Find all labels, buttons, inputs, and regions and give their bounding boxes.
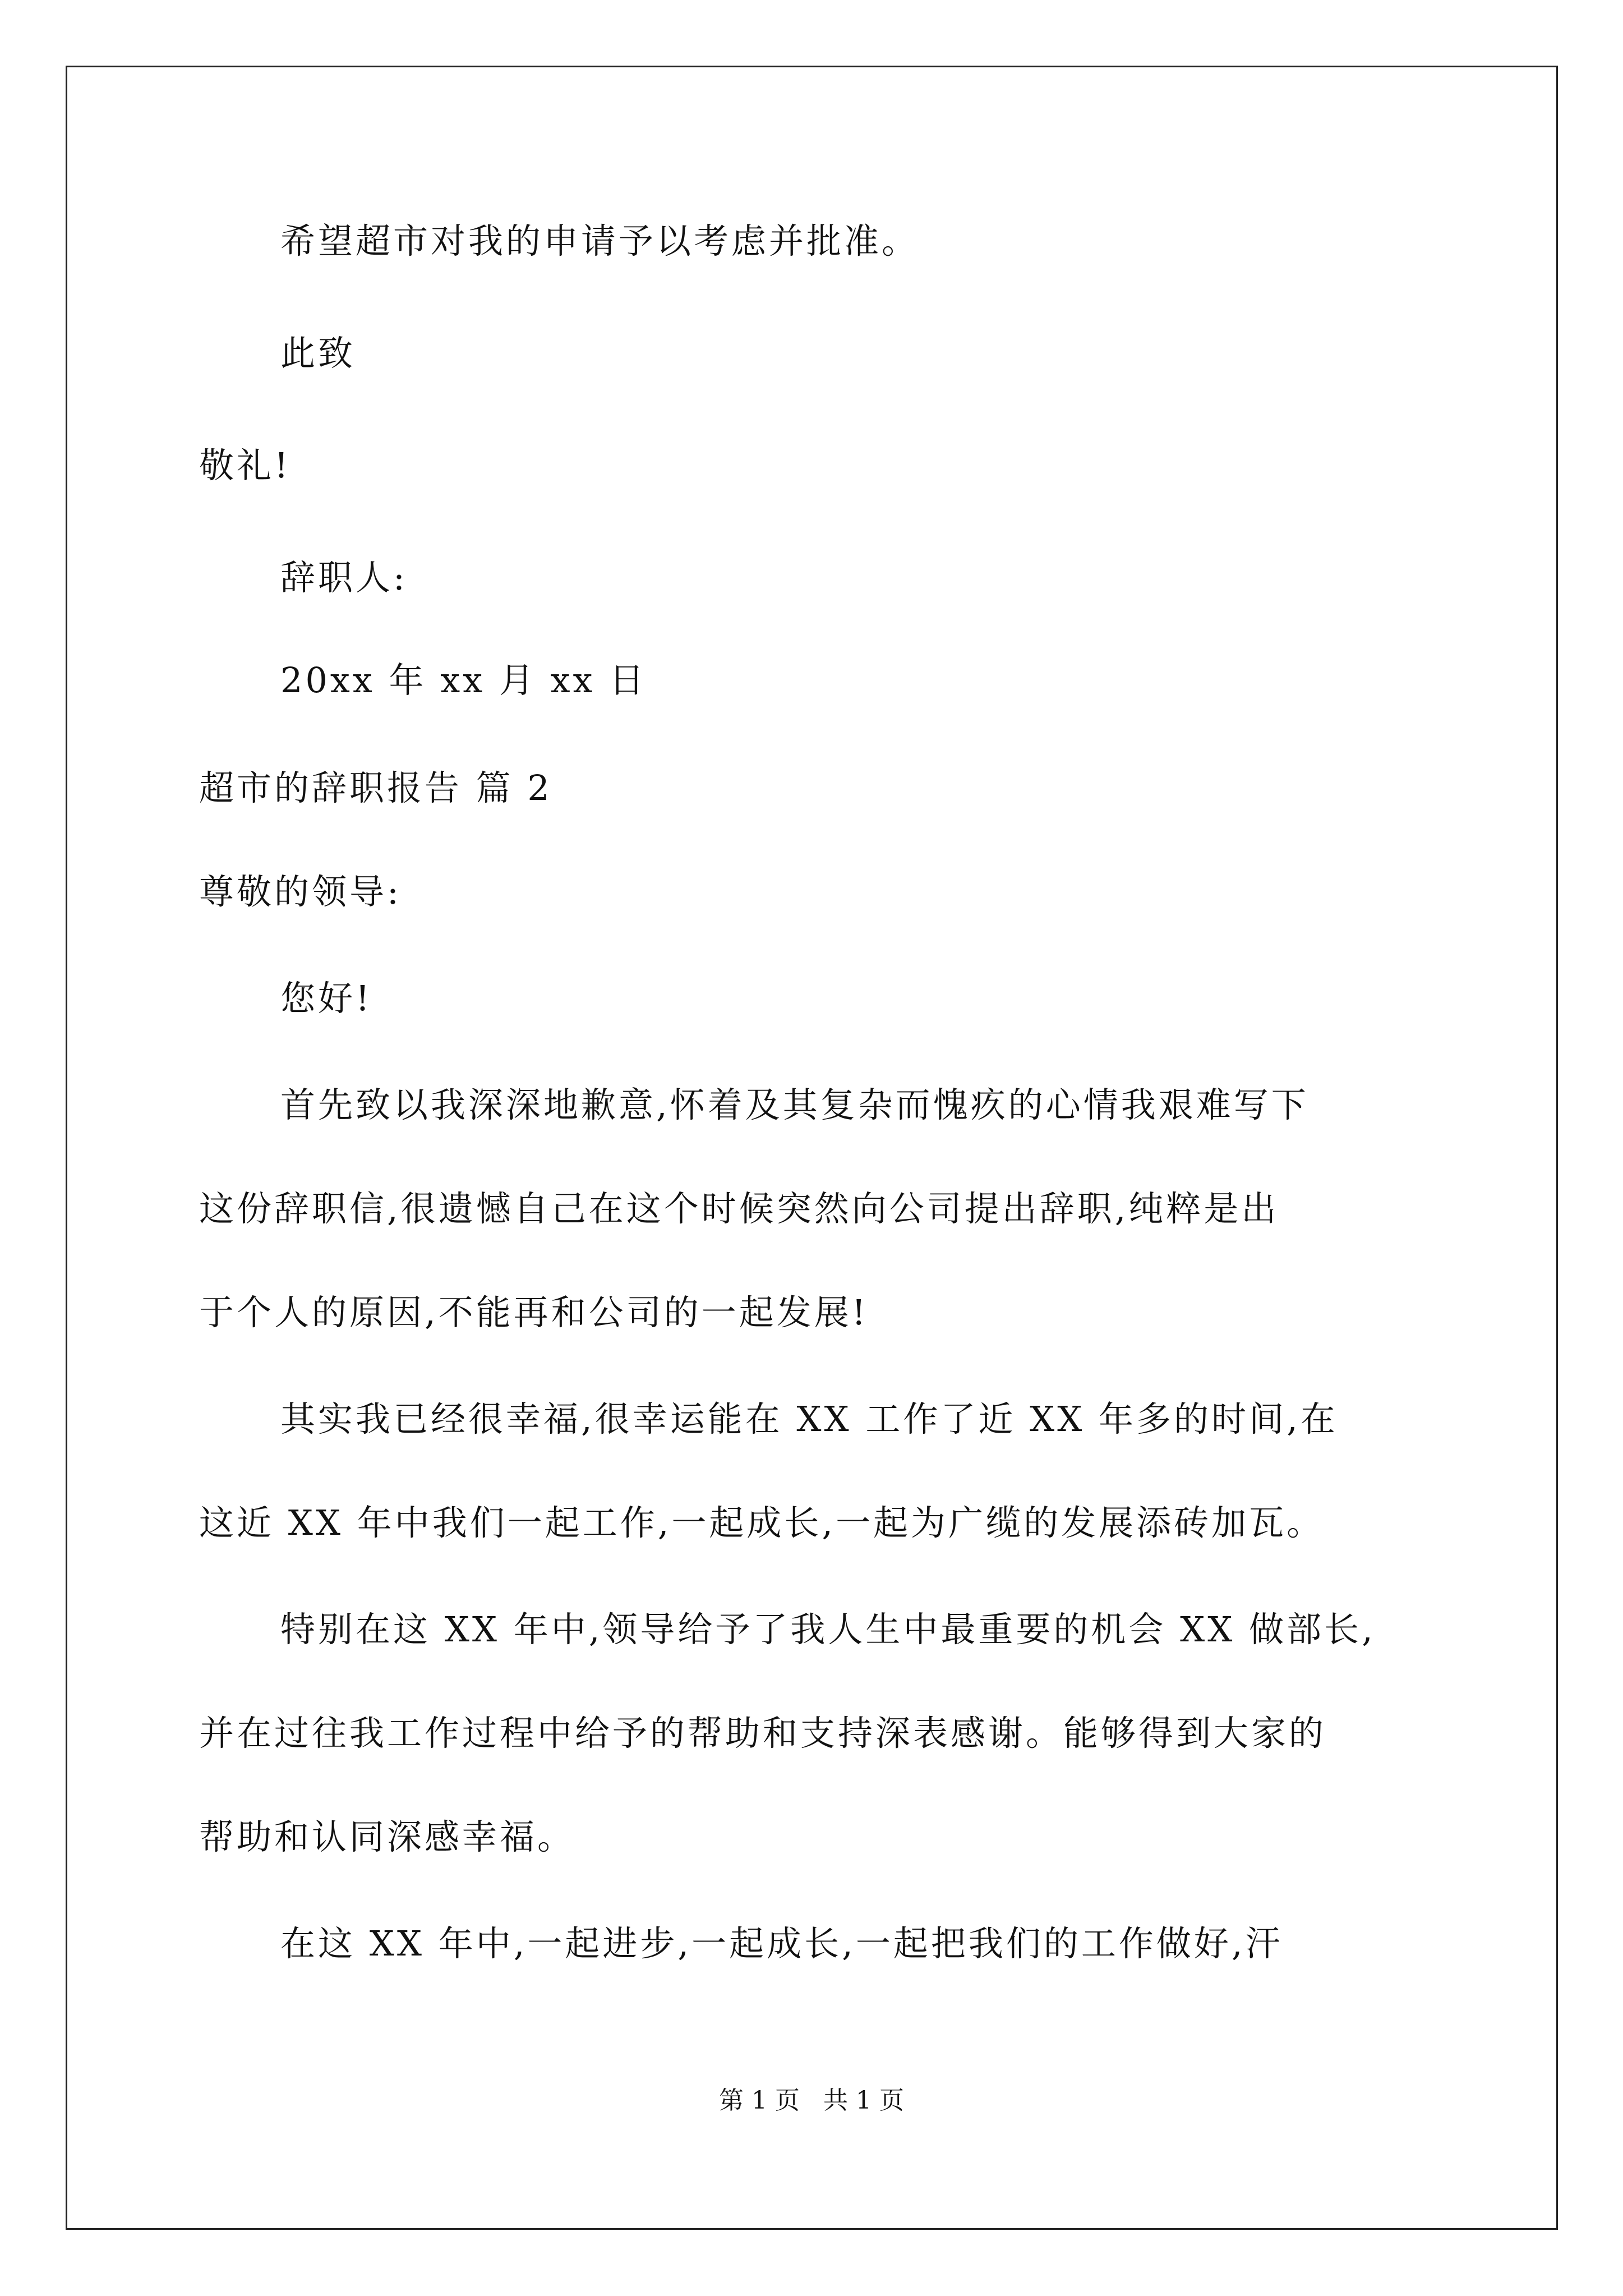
body-line-2: 首先致以我深深地歉意,怀着及其复杂而愧疚的心情我艰难写下	[280, 1084, 1309, 1125]
body-line-1: 希望超市对我的申请予以考虑并批准。	[280, 220, 920, 261]
body-line-5: 其实我已经很幸福,很幸运能在 XX 工作了近 XX 年多的时间,在	[280, 1398, 1338, 1439]
body-line-6: 这近 XX 年中我们一起工作,一起成长,一起为广缆的发展添砖加瓦。	[199, 1502, 1325, 1543]
greeting-recipient: 尊敬的领导:	[199, 871, 402, 912]
body-line-9: 帮助和认同深感幸福。	[199, 1816, 575, 1857]
body-line-8: 并在过往我工作过程中给予的帮助和支持深表感谢。能够得到大家的	[199, 1713, 1327, 1754]
body-line-3: 这份辞职信,很遗憾自己在这个时候突然向公司提出辞职,纯粹是出	[199, 1188, 1279, 1229]
date-line: 20xx 年 xx 月 xx 日	[280, 660, 647, 701]
closing-line: 此致	[280, 333, 356, 374]
greeting-line: 您好!	[280, 978, 372, 1019]
salutation-line: 敬礼!	[199, 445, 291, 486]
body-line-4: 于个人的原因,不能再和公司的一起发展!	[199, 1292, 869, 1333]
signer-line: 辞职人:	[280, 557, 408, 598]
section-heading: 超市的辞职报告 篇 2	[199, 767, 552, 808]
page-number-footer: 第 1 页 共 1 页	[719, 2086, 904, 2115]
page-frame	[66, 66, 1558, 2230]
body-line-10: 在这 XX 年中,一起进步,一起成长,一起把我们的工作做好,汗	[280, 1923, 1283, 1964]
body-line-7: 特别在这 XX 年中,领导给予了我人生中最重要的机会 XX 做部长,	[280, 1609, 1376, 1650]
